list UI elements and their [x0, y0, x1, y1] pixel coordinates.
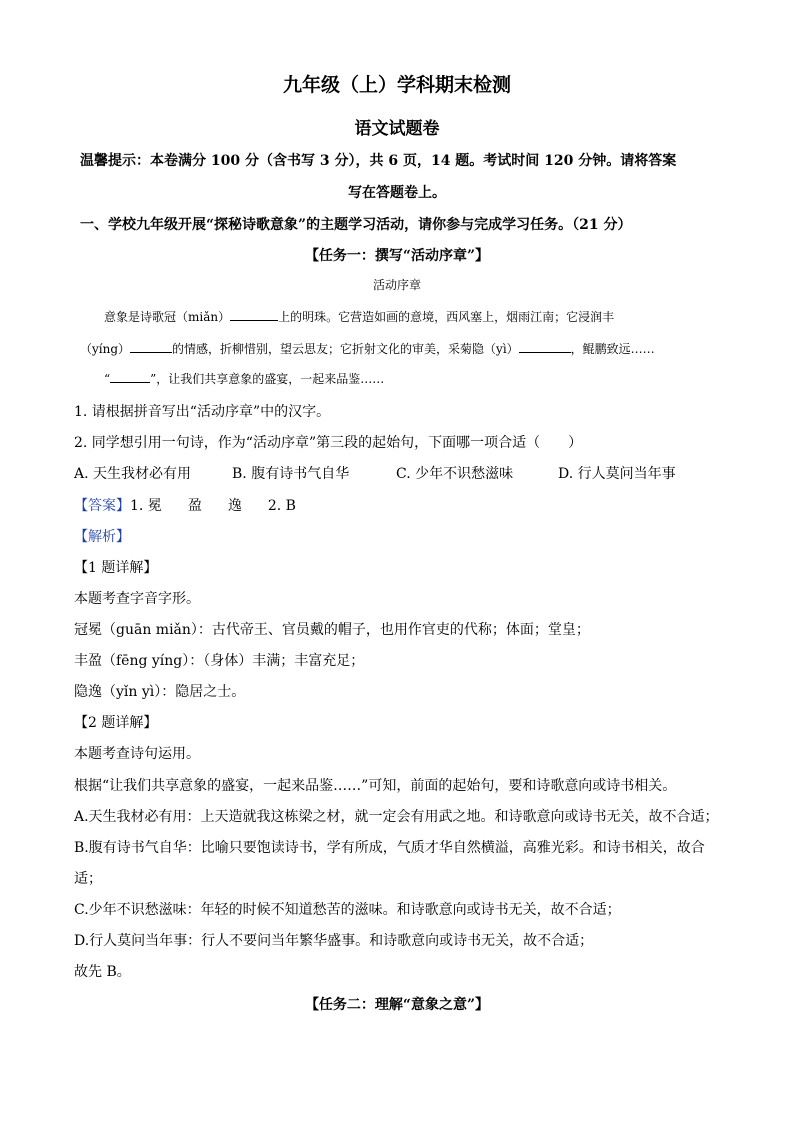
tip-line-2: 写在答题卷上。 — [348, 185, 446, 201]
section-1-heading: 一、学校九年级开展“探秘诗歌意象”的主题学习活动，请你参与完成学习任务。（21 分） — [80, 217, 632, 233]
fill-blank — [110, 370, 150, 383]
option-c: C. 少年不识愁滋味 — [396, 466, 514, 482]
passage-line-3 — [104, 370, 384, 387]
fill-blank — [130, 340, 172, 353]
fill-blank — [519, 340, 571, 353]
task-1-heading: 【任务一：撰写“活动序章”】 — [304, 248, 490, 264]
passage-text: 上的明珠。它营造如画的意境，西风塞上，烟雨江南；它浸润丰 — [278, 310, 615, 324]
option-d: D. 行人莫问当年事 — [558, 466, 676, 482]
tip-line-1: 温馨提示：本卷满分 100 分（含书写 3 分），共 6 页，14 题。考试时间 120 分钟。请将答案 — [80, 153, 677, 169]
passage-line-2 — [80, 340, 655, 357]
answer-item: 2. B — [267, 498, 296, 514]
detail-2-intro: 本题考查诗句运用。 — [74, 746, 200, 762]
passage-text: ”，让我们共享意象的盛宴，一起来品鉴…… — [150, 372, 385, 386]
detail-2-line-5: D.行人莫问当年事：行人不要问当年繁华盛事。和诗歌意向或诗书无关，故不合适； — [74, 933, 594, 949]
detail-1-tag: 【1 题详解】 — [74, 560, 158, 576]
question-1: 1. 请根据拼音写出“活动序章”中的汉字。 — [74, 404, 331, 420]
passage-text: ，鲲鹏致远…… — [570, 342, 655, 356]
detail-2-line-4: C.少年不识愁滋味：年轻的时候不知道愁苦的滋味。和诗歌意向或诗书无关，故不合适； — [74, 902, 621, 918]
answer-item: 盈 — [187, 498, 202, 514]
detail-2-tag: 【2 题详解】 — [74, 715, 158, 731]
option-a: A. 天生我材必有用 — [74, 466, 192, 482]
detail-1-line-1: 冠冕（guān miǎn）：古代帝王、官员戴的帽子，也用作官吏的代称；体面；堂皇； — [74, 622, 590, 638]
answer-tag: 【答案】 — [74, 498, 130, 514]
passage-heading: 活动序章 — [372, 278, 421, 292]
passage-line-1 — [104, 308, 614, 325]
page-subtitle: 语文试题卷 — [354, 119, 440, 139]
detail-1-intro: 本题考查字音字形。 — [74, 591, 200, 607]
detail-2-line-3b: 适； — [74, 871, 102, 887]
passage-text: （yíng） — [80, 342, 131, 356]
passage-text: 意象是诗歌冠（miǎn） — [104, 310, 231, 324]
question-2: 2. 同学想引用一句诗，作为“活动序章”第三段的起始句，下面哪一项合适（ ） — [74, 435, 583, 451]
page-title: 九年级（上）学科期末检测 — [282, 74, 511, 96]
detail-1-line-2: 丰盈（fēng yíng）：（身体）丰满；丰富充足； — [74, 653, 365, 669]
answer-item: 逸 — [227, 498, 242, 514]
passage-text: 的情感，折柳惜别，望云思友；它折射文化的审美，采菊隐（yì） — [172, 342, 519, 356]
fill-blank — [230, 308, 278, 321]
detail-2-conclusion: 故先 B。 — [74, 964, 131, 980]
detail-1-line-3: 隐逸（yǐn yì）：隐居之士。 — [74, 684, 246, 700]
analysis-tag: 【解析】 — [74, 529, 130, 545]
answer-item: 1. 冕 — [130, 498, 162, 514]
detail-2-line-3a: B.腹有诗书气自华：比喻只要饱读诗书，学有所成，气质才华自然横溢，高雅光彩。和诗书相关，故合 — [74, 840, 705, 856]
answer-line — [74, 495, 296, 515]
detail-2-line-1: 根据“让我们共享意象的盛宴，一起来品鉴……”可知，前面的起始句，要和诗歌意向或诗书相关。 — [74, 778, 677, 794]
detail-2-line-2: A.天生我材必有用：上天造就我这栋梁之材，就一定会有用武之地。和诗歌意向或诗书无关，故不合适； — [74, 809, 719, 825]
task-2-heading: 【任务二：理解“意象之意”】 — [304, 997, 490, 1013]
option-b: B. 腹有诗书气自华 — [232, 466, 350, 482]
passage-text: “ — [104, 372, 111, 386]
